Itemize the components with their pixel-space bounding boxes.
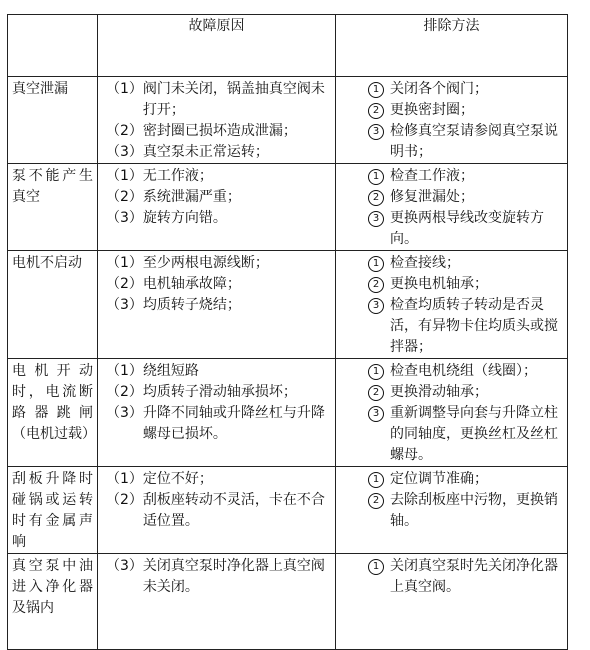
cause-text: 刮板座转动不灵活，卡在不合适位置。 [142,492,325,529]
solution-list [336,251,567,358]
cause-item [106,208,331,229]
fault-name: 刮板升降时碰锅或运转时有金属声响 [12,471,93,550]
circled-number-icon: 3 [368,124,384,140]
solution-cell [336,77,568,164]
solution-text: 检修真空泵请参阅真空泵说明书； [390,123,558,160]
solution-list [336,359,567,466]
cause-number: （2） [106,384,143,400]
fault-name: 泵不能产生真空 [12,168,93,205]
cause-item [106,556,331,598]
circled-number-icon: 1 [368,559,384,575]
cause-number: （3） [106,297,143,313]
solution-text: 检查工作液； [390,168,474,184]
circled-number-icon: 1 [368,472,384,488]
cause-text: 定位不好； [142,471,213,487]
troubleshooting-table [7,14,568,650]
circled-number-icon: 2 [368,277,384,293]
cause-text: 至少两根电源线断； [142,255,269,271]
cause-item [106,295,331,316]
cause-text: 密封圈已损坏造成泄漏； [142,123,297,139]
solution-text: 重新调整导向套与升降立柱的同轴度，更换丝杠及丝杠螺母。 [390,405,558,463]
cause-list [98,251,335,316]
solution-item [368,403,563,466]
cause-item [106,166,331,187]
fault-cell [8,554,98,650]
cause-text: 均质转子滑动轴承损坏； [142,384,297,400]
solution-text: 关闭各个阀门； [390,81,488,97]
solution-item [368,121,563,163]
cause-cell [98,359,336,467]
solution-cell [336,164,568,251]
table-row [8,359,568,467]
cause-cell [98,251,336,359]
cause-text: 升降不同轴或升降丝杠与升降螺母已损坏。 [142,405,325,442]
solution-text: 更换密封圈； [390,102,474,118]
table-row [8,554,568,650]
fault-name: 电机开动时，电流断路器跳闸（电机过载） [12,363,96,442]
cause-item [106,274,331,295]
cause-number: （3） [106,144,143,160]
cause-number: （1） [106,255,143,271]
solution-list [336,164,567,250]
cause-text: 旋转方向错。 [142,210,227,226]
cause-text: 系统泄漏严重； [142,189,241,205]
cause-number: （3） [106,210,143,226]
circled-number-icon: 3 [368,406,384,422]
circled-number-icon: 3 [368,211,384,227]
cause-number: （1） [106,81,143,97]
cause-item [106,361,331,382]
circled-number-icon: 2 [368,190,384,206]
solution-text: 更换滑动轴承； [390,384,488,400]
solution-text: 更换电机轴承； [390,276,488,292]
solution-item [368,382,563,403]
cause-item [106,121,331,142]
cause-cell [98,77,336,164]
fault-name: 电机不启动 [12,255,82,271]
table-body [8,77,568,650]
fault-cell [8,251,98,359]
circled-number-icon: 2 [368,385,384,401]
fault-cell [8,164,98,251]
solution-text: 检查接线； [390,255,460,271]
solution-cell [336,554,568,650]
cause-list [98,554,335,598]
fault-cell [8,467,98,554]
fault-name: 真空泵中油进入净化器及锅内 [12,558,93,616]
solution-item [368,166,563,187]
solution-list [336,467,567,532]
solution-item [368,556,563,598]
solution-item [368,274,563,295]
cause-item [106,382,331,403]
solution-text: 修复泄漏处； [390,189,474,205]
fault-cell [8,359,98,467]
cause-item [106,142,331,163]
solution-item [368,253,563,274]
cause-number: （1） [106,471,143,487]
cause-number: （1） [106,168,143,184]
circled-number-icon: 2 [368,493,384,509]
cause-cell [98,554,336,650]
table-row [8,467,568,554]
header-cause-cell: 故障原因 [98,15,336,77]
cause-text: 电机轴承故障； [142,276,241,292]
cause-item [106,79,331,121]
cause-text: 关闭真空泵时净化器上真空阀未关闭。 [142,558,325,595]
header-row [8,15,568,77]
solution-item [368,208,563,250]
cause-number: （2） [106,189,143,205]
solution-cell [336,467,568,554]
solution-text: 更换两根导线改变旋转方向。 [390,210,544,247]
solution-item [368,79,563,100]
solution-item [368,469,563,490]
solution-text: 去除刮板座中污物，更换销轴。 [390,492,558,529]
solution-item [368,100,563,121]
solution-text: 关闭真空泵时先关闭净化器上真空阀。 [390,558,558,595]
cause-list [98,467,335,532]
cause-text: 真空泵未正常运转； [142,144,269,160]
cause-list [98,359,335,445]
cause-text: 绕组短路 [142,363,199,379]
header-fault-cell [8,15,98,77]
cause-number: （3） [106,405,143,421]
solution-item [368,187,563,208]
solution-text: 检查均质转子转动是否灵活，有异物卡住均质头或搅拌器； [390,297,558,355]
cause-cell [98,164,336,251]
circled-number-icon: 1 [368,169,384,185]
cause-item [106,253,331,274]
cause-list [98,164,335,229]
cause-text: 无工作液； [142,168,213,184]
cause-item [106,187,331,208]
solution-text: 定位调节准确； [390,471,488,487]
cause-cell [98,467,336,554]
cause-number: （2） [106,492,143,508]
solution-text: 检查电机绕组（线圈）； [390,363,537,379]
cause-number: （1） [106,363,143,379]
cause-text: 均质转子烧结； [142,297,241,313]
cause-item [106,490,331,532]
solution-cell [336,251,568,359]
solution-cell [336,359,568,467]
circled-number-icon: 1 [368,256,384,272]
circled-number-icon: 1 [368,364,384,380]
cause-item [106,403,331,445]
solution-list [336,554,567,598]
cause-text: 阀门未关闭，锅盖抽真空阀未打开； [142,81,325,118]
table-row [8,251,568,359]
cause-number: （2） [106,276,143,292]
cause-list [98,77,335,163]
solution-item [368,490,563,532]
table-row [8,77,568,164]
header-solution-cell: 排除方法 [336,15,568,77]
solution-item [368,361,563,382]
circled-number-icon: 2 [368,103,384,119]
table-row [8,164,568,251]
cause-number: （3） [106,558,143,574]
solution-list [336,77,567,163]
solution-item [368,295,563,358]
circled-number-icon: 1 [368,82,384,98]
circled-number-icon: 3 [368,298,384,314]
fault-name: 真空泄漏 [12,81,68,97]
cause-number: （2） [106,123,143,139]
cause-item [106,469,331,490]
fault-cell [8,77,98,164]
